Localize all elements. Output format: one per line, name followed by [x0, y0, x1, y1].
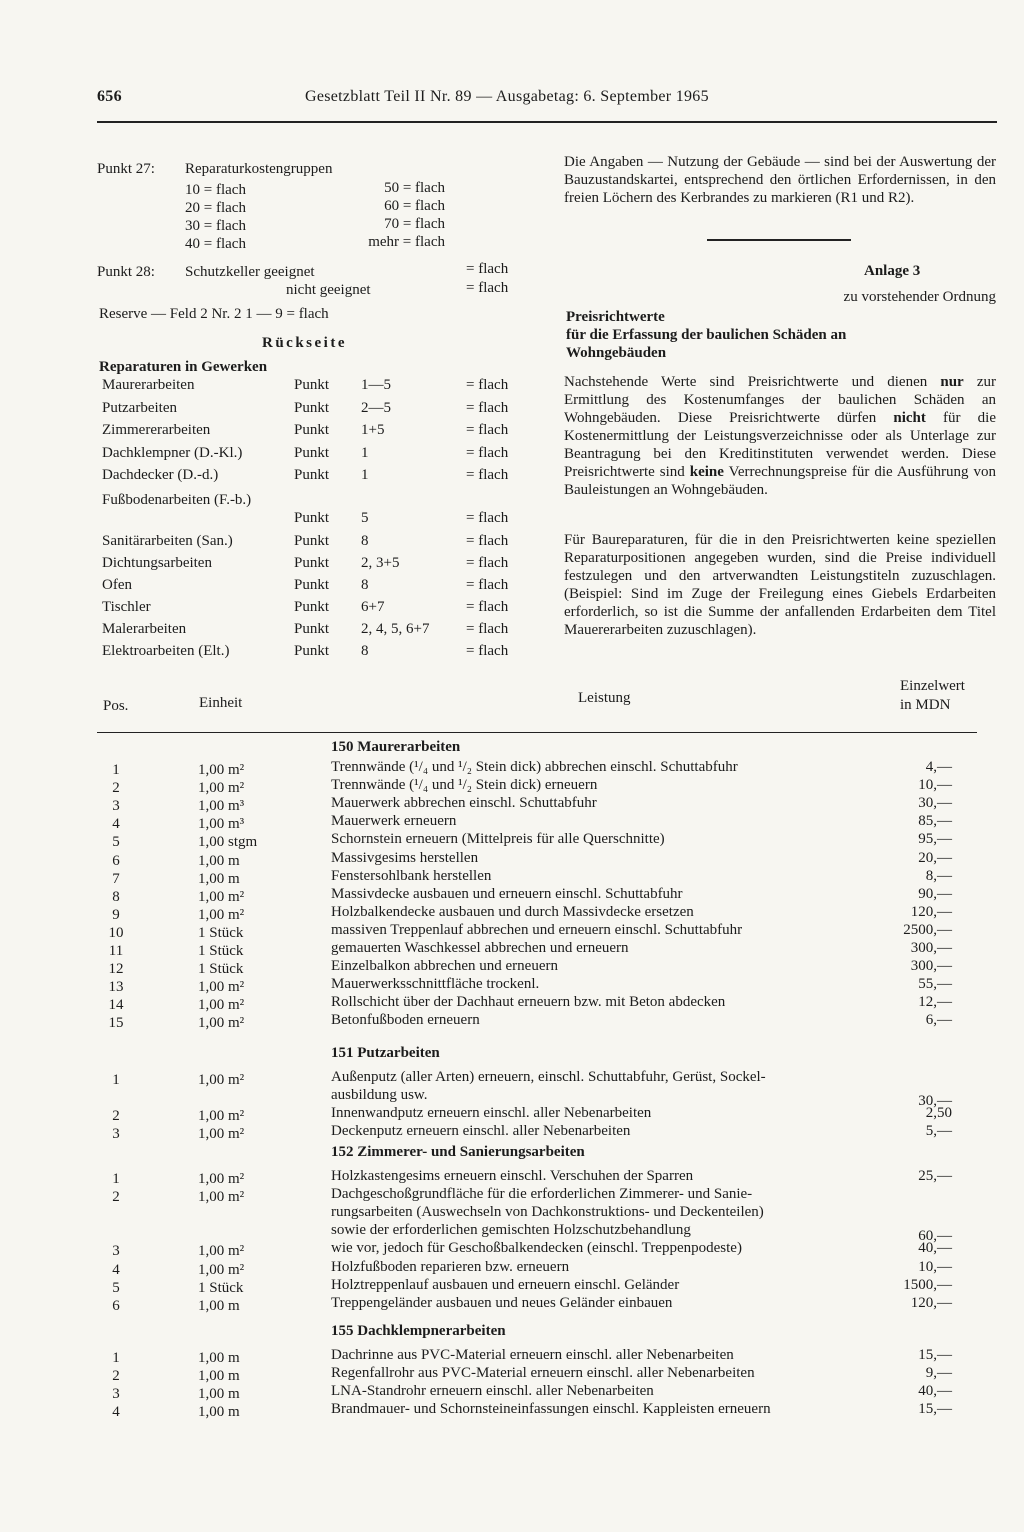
punkt27-right-3: mehr = flach: [368, 234, 445, 250]
punkt27-right-2: 70 = flach: [384, 216, 445, 232]
table-cell-einheit: 1,00 m³: [198, 798, 245, 815]
table-cell-pos: 1: [112, 762, 120, 778]
punkt27-right-1: 60 = flach: [384, 198, 445, 214]
table-cell-leistung: Massivdecke ausbauen und erneuern einschl. Schuttabfuhr: [331, 885, 683, 902]
table-cell-wert: 25,—: [918, 1168, 952, 1184]
table-header-rule: [97, 732, 977, 733]
table-cell-wert: 90,—: [918, 885, 952, 902]
table-cell-pos: 5: [112, 834, 120, 851]
table-cell-pos: 11: [108, 943, 124, 959]
table-cell-einheit: 1,00 m: [198, 1386, 240, 1403]
paragraph-1-part-a: Nachstehende Werte sind Preisrichtwerte und dienen: [564, 374, 941, 390]
table-cell-einheit: 1,00 m²: [198, 1015, 245, 1032]
table-cell-pos: 3: [112, 798, 120, 815]
rueckseite-heading: Rückseite: [262, 335, 347, 351]
table-cell-pos: 5: [112, 1279, 120, 1296]
table-cell-einheit: 1 Stück: [198, 1279, 244, 1296]
anlage-subheading: zu vorstehender Ordnung: [843, 289, 996, 305]
table-cell-wert: 120,—: [910, 903, 952, 920]
table-cell-wert: 95,—: [918, 831, 952, 848]
table-cell-einheit: 1,00 m³: [198, 816, 245, 833]
table-cell-einheit: 1,00 m²: [198, 979, 245, 996]
gewerk-punkt: Punkt: [294, 577, 330, 593]
table-cell-einheit: 1,00 m²: [198, 762, 245, 778]
gewerk-value: = flach: [466, 510, 509, 526]
gewerk-nr: 1+5: [361, 422, 385, 438]
punkt27-left-0: 10 = flach: [185, 182, 246, 198]
table-cell-leistung: Außenputz (aller Arten) erneuern, einschl. Schuttabfuhr, Gerüst, Sockel-: [331, 1069, 766, 1085]
gewerk-value: = flach: [466, 599, 509, 615]
gewerk-name: Tischler: [102, 599, 151, 615]
gewerk-punkt: Punkt: [294, 467, 330, 483]
paragraph-1-part-e: für die Kostenermittlung der Leistungsverzeichnisse oder als Unterlage zur Beantragung bei den Kreditinstituten verwendet werden. Diese Preisrichtwerte sind: [564, 410, 996, 480]
table-cell-einheit: 1,00 m²: [198, 1189, 245, 1206]
gewerk-punkt: Punkt: [294, 621, 330, 637]
gewerk-name: Zimmererarbeiten: [102, 422, 211, 438]
table-cell-leistung: Fenstersohlbank herstellen: [331, 867, 492, 884]
table-cell-pos: 4: [112, 816, 120, 833]
table-cell-leistung: Innenwandputz erneuern einschl. aller Nebenarbeiten: [331, 1105, 652, 1122]
punkt28-label: Punkt 28:: [97, 264, 155, 280]
gewerk-punkt: Punkt: [294, 533, 330, 549]
gewerk-value: = flach: [466, 377, 509, 393]
table-cell-einheit: 1,00 m²: [198, 888, 245, 905]
table-cell-einheit: 1,00 m²: [198, 1261, 245, 1278]
gewerk-name: Dachdecker (D.-d.): [102, 467, 219, 483]
gewerk-name: Ofen: [102, 577, 132, 593]
table-cell-wert: 15,—: [918, 1347, 952, 1363]
paragraph-1-part-g: Verrechnungspreise für die Ausführung von Bauleistungen an Wohngebäuden.: [564, 464, 996, 498]
table-cell-einheit: 1,00 m: [198, 852, 240, 869]
table-cell-einheit: 1,00 m: [198, 870, 240, 887]
table-cell-leistung: gemauerten Waschkessel abbrechen und erneuern: [331, 940, 629, 956]
emphasis-keine: keine: [689, 464, 724, 480]
table-cell-wert: 6,—: [925, 1012, 952, 1029]
table-section-title: 152 Zimmerer- und Sanierungsarbeiten: [331, 1144, 585, 1160]
table-cell-wert: 300,—: [910, 940, 952, 956]
table-cell-einheit: 1,00 m: [198, 1297, 240, 1314]
gewerk-value: = flach: [466, 577, 509, 593]
gewerk-punkt: Punkt: [294, 445, 330, 461]
punkt27-left-3: 40 = flach: [185, 236, 246, 252]
anlage-heading: Anlage 3: [864, 263, 921, 279]
table-cell-pos: 12: [108, 961, 124, 978]
punkt28-line1: Schutzkeller geeignet: [185, 264, 315, 280]
table-cell-pos: 15: [108, 1015, 124, 1032]
table-cell-wert: 4,—: [925, 759, 952, 775]
gewerk-value: = flach: [466, 422, 509, 438]
table-cell-einheit: 1,00 m²: [198, 906, 245, 923]
gewerk-name: Sanitärarbeiten (San.): [102, 533, 233, 549]
table-cell-pos: 4: [112, 1261, 120, 1278]
gewerk-value: = flach: [466, 445, 509, 461]
gewerk-nr: 1: [361, 467, 369, 483]
table-cell-wert: 55,—: [918, 976, 952, 993]
punkt28-val1: = flach: [466, 261, 509, 277]
table-cell-leistung: Holztreppenlauf ausbauen und erneuern einschl. Geländer: [331, 1276, 680, 1293]
preisrichtwerte-subheading: für die Erfassung der baulichen Schäden an Wohngebäuden: [566, 327, 847, 361]
col-header-wert-1: Einzelwert: [900, 678, 965, 694]
table-cell-leistung: Treppengeländer ausbauen und neues Geländer einbauen: [331, 1294, 673, 1311]
table-cell-leistung: Brandmauer- und Schornsteineinfassungen einschl. Kappleisten erneuern: [331, 1401, 771, 1418]
table-cell-leistung: wie vor, jedoch für Geschoßbalkendecken (einschl. Treppenpodeste): [331, 1240, 742, 1257]
gewerk-nr: 1—5: [361, 377, 391, 393]
table-cell-einheit: 1 Stück: [198, 961, 244, 978]
punkt27-left-2: 30 = flach: [185, 218, 246, 234]
gewerke-heading: Reparaturen in Gewerken: [99, 359, 268, 375]
table-cell-leistung: Mauerwerksschnittfläche trockenl.: [331, 976, 540, 993]
gewerk-nr: 8: [361, 643, 369, 659]
table-cell-wert: 5,—: [925, 1123, 952, 1140]
col-header-einheit: Einheit: [199, 695, 243, 711]
table-cell-einheit: 1,00 m²: [198, 1171, 245, 1187]
table-cell-leistung: Mauerwerk abbrechen einschl. Schuttabfuhr: [331, 795, 597, 812]
table-section-title: 151 Putzarbeiten: [331, 1045, 440, 1061]
gewerk-name: Dichtungsarbeiten: [102, 555, 212, 571]
col-header-wert-2: in MDN: [900, 697, 951, 713]
table-cell-wert: 15,—: [918, 1401, 952, 1418]
gewerk-nr: 2, 4, 5, 6+7: [361, 621, 430, 637]
table-cell-leistung: Holzfußboden reparieren bzw. erneuern: [331, 1258, 570, 1275]
header-rule: [97, 121, 997, 123]
table-cell-pos: 3: [112, 1126, 120, 1143]
emphasis-nur: nur: [940, 374, 964, 390]
gewerk-nr: 2, 3+5: [361, 555, 400, 571]
table-cell-pos: 13: [108, 979, 124, 996]
gewerk-punkt: Punkt: [294, 422, 330, 438]
table-cell-einheit: 1,00 m²: [198, 1243, 245, 1260]
gewerk-punkt: Punkt: [294, 377, 330, 393]
table-cell-wert: 12,—: [918, 994, 952, 1011]
gewerk-name: Dachklempner (D.-Kl.): [102, 445, 243, 461]
table-cell-leistung: Schornstein erneuern (Mittelpreis für alle Querschnitte): [331, 831, 665, 848]
table-cell-pos: 9: [112, 906, 120, 923]
intro-paragraph: Die Angaben — Nutzung der Gebäude — sind bei der Auswertung der Bauzustandskartei, entsprechend den örtlichen Erfordernissen, in den freien Löchern des Kerbrandes zu markieren (R1 und R2).: [564, 154, 996, 206]
table-cell-wert: 10,—: [918, 1258, 952, 1275]
page-title: Gesetzblatt Teil II Nr. 89 — Ausgabetag: 6. September 1965: [305, 88, 709, 105]
table-cell-leistung: Betonfußboden erneuern: [331, 1012, 480, 1029]
table-cell-einheit: 1 Stück: [198, 924, 244, 941]
punkt27-right-0: 50 = flach: [384, 180, 445, 196]
table-cell-wert: 300,—: [910, 958, 952, 975]
gewerk-nr: 1: [361, 445, 369, 461]
table-cell-leistung: Rollschicht über der Dachhaut erneuern bzw. mit Beton abdecken: [331, 994, 726, 1011]
table-cell-pos: 7: [112, 870, 120, 887]
table-cell-wert: 9,—: [925, 1365, 952, 1382]
table-cell-einheit: 1,00 m²: [198, 1072, 245, 1088]
table-cell-pos: 6: [112, 852, 120, 869]
gewerk-nr: 8: [361, 577, 369, 593]
table-cell-pos: 1: [112, 1171, 120, 1187]
paragraph-1-part-c: zur Ermittlung des Kostenumfanges der baulichen Schäden an Wohngebäuden. Diese Preisrichtwerte dürfen: [564, 374, 997, 426]
table-cell-leistung: sowie der erforderlichen gemischten Holzschutzbehandlung: [331, 1222, 691, 1239]
table-cell-leistung: Dachgeschoßgrundfläche für die erforderlichen Zimmerer- und Sanie-: [331, 1186, 753, 1203]
table-cell-pos: 1: [112, 1350, 120, 1366]
table-cell-leistung: Holzbalkendecke ausbauen und durch Massivdecke ersetzen: [331, 903, 694, 920]
table-cell-einheit: 1,00 stgm: [198, 834, 258, 851]
table-cell-pos: 3: [112, 1243, 120, 1260]
table-cell-einheit: 1,00 m²: [198, 997, 245, 1014]
gewerk-nr: 8: [361, 533, 369, 549]
gewerk-punkt: Punkt: [294, 510, 330, 526]
table-cell-einheit: 1,00 m²: [198, 1108, 245, 1125]
punkt27-label: Punkt 27:: [97, 161, 155, 177]
table-cell-leistung: Mauerwerk erneuern: [331, 813, 457, 830]
table-cell-pos: 2: [112, 780, 120, 797]
gewerk-nr: 5: [361, 510, 369, 526]
emphasis-nicht: nicht: [893, 410, 926, 426]
col-header-pos: Pos.: [103, 698, 129, 714]
gewerk-nr: 6+7: [361, 599, 385, 615]
table-cell-leistung: Trennwände (¹/₄ und ¹/₂ Stein dick) abbrechen einschl. Schuttabfuhr: [331, 759, 738, 775]
table-cell-einheit: 1 Stück: [198, 943, 244, 959]
table-cell-pos: 4: [112, 1404, 120, 1421]
table-cell-wert: 85,—: [918, 813, 952, 830]
table-cell-pos: 3: [112, 1386, 120, 1403]
table-cell-wert: 2500,—: [903, 921, 952, 938]
gewerk-value: = flach: [466, 621, 509, 637]
table-cell-leistung: Holzkastengesims erneuern einschl. Verschuhen der Sparren: [331, 1168, 694, 1184]
punkt28-val2: = flach: [466, 280, 509, 296]
table-cell-wert: 1500,—: [903, 1276, 952, 1293]
table-cell-leistung: ausbildung usw.: [331, 1087, 428, 1104]
preisrichtwerte-heading: Preisrichtwerte: [566, 309, 665, 325]
gewerk-punkt: Punkt: [294, 555, 330, 571]
table-cell-wert: 30,—: [918, 1093, 952, 1110]
punkt27-title: Reparaturkostengruppen: [185, 161, 333, 177]
gewerk-punkt: Punkt: [294, 400, 330, 416]
gewerk-value: = flach: [466, 400, 509, 416]
table-cell-pos: 14: [108, 997, 124, 1014]
table-cell-pos: 6: [112, 1297, 120, 1314]
gewerk-nr: 2—5: [361, 400, 391, 416]
gewerk-name: Putzarbeiten: [102, 400, 177, 416]
separator-rule: [707, 239, 851, 241]
table-cell-leistung: LNA-Standrohr erneuern einschl. aller Nebenarbeiten: [331, 1383, 654, 1400]
table-cell-leistung: massiven Treppenlauf abbrechen und erneuern einschl. Schuttabfuhr: [331, 921, 743, 938]
gewerk-value: = flach: [466, 555, 509, 571]
table-cell-leistung: Deckenputz erneuern einschl. aller Nebenarbeiten: [331, 1123, 631, 1140]
table-cell-leistung: Trennwände (¹/₄ und ¹/₂ Stein dick) erneuern: [331, 777, 598, 794]
table-section-title: 150 Maurerarbeiten: [331, 739, 461, 755]
table-cell-pos: 10: [108, 924, 124, 941]
gewerk-name: Malerarbeiten: [102, 621, 187, 637]
gewerk-name: Fußbodenarbeiten (F.-b.): [102, 492, 252, 508]
gewerk-value: = flach: [466, 467, 509, 483]
gewerk-value: = flach: [466, 643, 509, 659]
paragraph-1: [564, 373, 996, 499]
gewerk-punkt: Punkt: [294, 643, 330, 659]
table-cell-wert: 20,—: [918, 849, 952, 866]
punkt27-left-1: 20 = flach: [185, 200, 246, 216]
table-cell-wert: 60,—: [918, 1228, 952, 1245]
table-cell-einheit: 1,00 m: [198, 1404, 240, 1421]
table-cell-leistung: Regenfallrohr aus PVC-Material erneuern einschl. aller Nebenarbeiten: [331, 1365, 755, 1382]
paragraph-2: Für Baureparaturen, für die in den Preisrichtwerten keine speziellen Reparaturpositionen angegeben wurden, sind die Preise individuell festzulegen und den artverwandten Leistungstiteln zuzuschlagen. (Beispiel: Sind im Zuge der Freilegung eines Giebels Erdarbeiten erforderlich, so ist die Summe der anfallenden Erdarbeiten dem Titel Mauererarbeiten zuzuschlagen).: [564, 532, 996, 638]
table-cell-wert: 2,50: [925, 1105, 952, 1122]
page-number: 656: [97, 88, 122, 105]
table-section-title: 155 Dachklempnerarbeiten: [331, 1323, 506, 1339]
table-cell-einheit: 1,00 m: [198, 1350, 240, 1366]
table-cell-wert: 40,—: [918, 1383, 952, 1400]
table-cell-pos: 2: [112, 1189, 120, 1206]
gewerk-value: = flach: [466, 533, 509, 549]
table-cell-pos: 2: [112, 1108, 120, 1125]
table-cell-wert: 10,—: [918, 777, 952, 794]
table-cell-pos: 8: [112, 888, 120, 905]
gewerk-punkt: Punkt: [294, 599, 330, 615]
gewerk-name: Elektroarbeiten (Elt.): [102, 643, 230, 659]
table-cell-einheit: 1,00 m²: [198, 1126, 245, 1143]
table-cell-pos: 1: [112, 1072, 120, 1088]
reserve-line: Reserve — Feld 2 Nr. 2 1 — 9 = flach: [99, 306, 329, 322]
punkt28-line2: nicht geeignet: [286, 282, 371, 298]
table-cell-leistung: Massivgesims herstellen: [331, 849, 479, 866]
table-cell-leistung: Dachrinne aus PVC-Material erneuern einschl. aller Nebenarbeiten: [331, 1347, 734, 1363]
table-cell-wert: 120,—: [910, 1294, 952, 1311]
table-cell-einheit: 1,00 m: [198, 1368, 240, 1385]
table-cell-wert: 30,—: [918, 795, 952, 812]
table-cell-leistung: rungsarbeiten (Auswechseln von Dachkonstruktions- und Deckenteilen): [331, 1204, 764, 1221]
table-cell-einheit: 1,00 m²: [198, 780, 245, 797]
table-cell-pos: 2: [112, 1368, 120, 1385]
gewerk-name: Maurerarbeiten: [102, 377, 195, 393]
table-cell-wert: 8,—: [925, 867, 952, 884]
table-cell-leistung: Einzelbalkon abbrechen und erneuern: [331, 958, 558, 975]
col-header-leistung: Leistung: [578, 690, 631, 706]
table-cell-wert: 40,—: [918, 1240, 952, 1257]
